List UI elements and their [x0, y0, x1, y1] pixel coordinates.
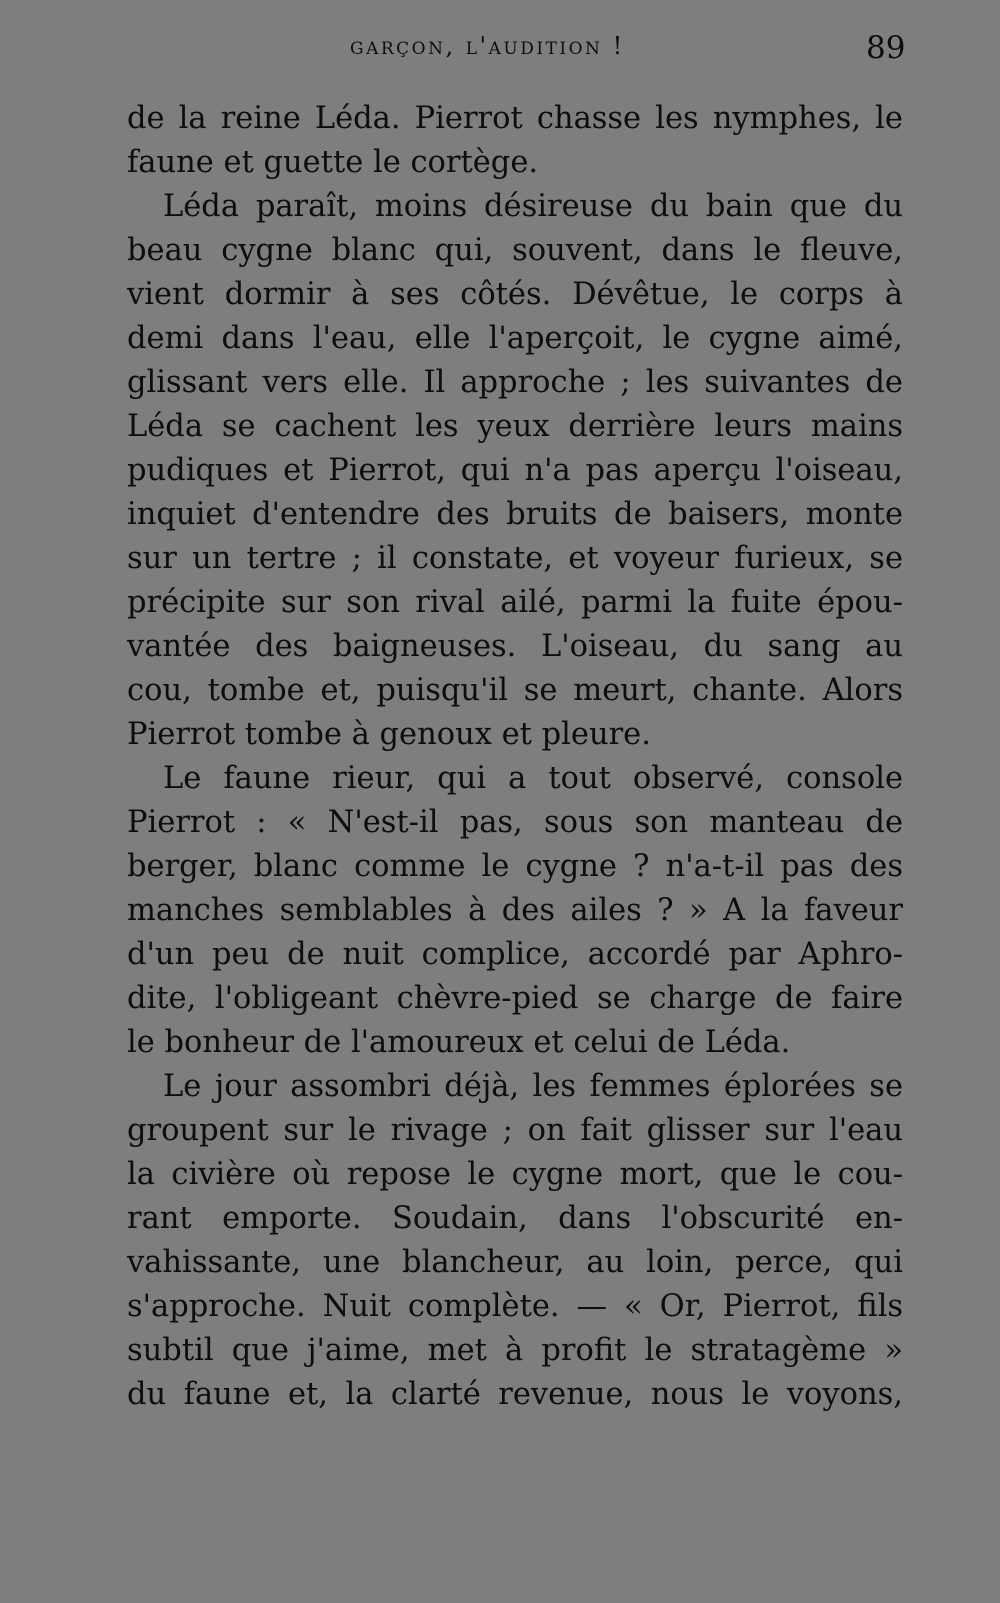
text-line: beau cygne blanc qui, souvent, dans le fleuve, — [127, 233, 903, 268]
body-text — [127, 97, 903, 1417]
text-line: rant emporte. Soudain, dans l'obscurité en- — [127, 1201, 903, 1236]
text-line: sur un tertre ; il constate, et voyeur furieux, se — [127, 541, 903, 576]
text-line: s'approche. Nuit complète. — « Or, Pierrot, fils — [127, 1289, 903, 1324]
text-line: faune et guette le cortège. — [127, 145, 539, 180]
text-line: Le faune rieur, qui a tout observé, console — [163, 761, 903, 796]
text-line: Léda paraît, moins désireuse du bain que du — [163, 189, 903, 224]
text-line: vahissante, une blancheur, au loin, perce, qui — [127, 1245, 903, 1280]
text-line: subtil que j'aime, met à profit le stratagème » — [127, 1333, 903, 1368]
text-line: cou, tombe et, puisqu'il se meurt, chante. Alors — [127, 673, 903, 708]
text-line: manches semblables à des ailes ? » A la faveur — [127, 893, 903, 928]
running-title: garçon, l'audition ! — [350, 32, 625, 60]
text-line: de la reine Léda. Pierrot chasse les nymphes, le — [127, 101, 903, 136]
page-number: 89 — [866, 30, 906, 66]
paragraph-4 — [127, 1065, 903, 1417]
paragraph-2 — [127, 185, 903, 757]
text-line: dite, l'obligeant chèvre-pied se charge de faire — [127, 981, 903, 1016]
text-line: du faune et, la clarté revenue, nous le voyons, — [127, 1377, 903, 1412]
text-line: Pierrot tombe à genoux et pleure. — [127, 717, 651, 752]
text-line: demi dans l'eau, elle l'aperçoit, le cygne aimé, — [127, 321, 903, 356]
text-line: d'un peu de nuit complice, accordé par Aphro- — [127, 937, 903, 972]
text-line: glissant vers elle. Il approche ; les suivantes de — [127, 365, 903, 400]
text-line: le bonheur de l'amoureux et celui de Léda. — [127, 1025, 791, 1060]
text-line: vient dormir à ses côtés. Dévêtue, le corps à — [127, 277, 903, 312]
text-line: Léda se cachent les yeux derrière leurs mains — [127, 409, 903, 444]
text-line: vantée des baigneuses. L'oiseau, du sang au — [127, 629, 903, 664]
text-line: Le jour assombri déjà, les femmes éplorées se — [163, 1069, 903, 1104]
text-line: précipite sur son rival ailé, parmi la fuite épou- — [127, 585, 903, 620]
text-line: berger, blanc comme le cygne ? n'a-t-il pas des — [127, 849, 903, 884]
text-line: pudiques et Pierrot, qui n'a pas aperçu l'oiseau, — [127, 453, 903, 488]
text-line: inquiet d'entendre des bruits de baisers, monte — [127, 497, 903, 532]
paragraph-3 — [127, 757, 903, 1065]
text-line: groupent sur le rivage ; on fait glisser sur l'eau — [127, 1113, 903, 1148]
text-line: la civière où repose le cygne mort, que le cou- — [127, 1157, 903, 1192]
paragraph-1 — [127, 97, 903, 185]
text-line: Pierrot : « N'est-il pas, sous son manteau de — [127, 805, 903, 840]
